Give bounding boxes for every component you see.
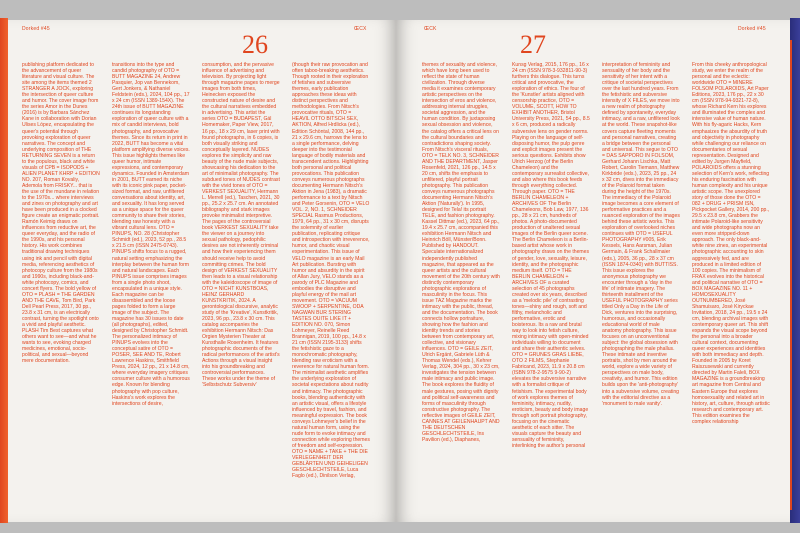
left-running-head: Dorked #45: [22, 26, 50, 32]
right-column-3: interpretation of femininity and sensuality of her body and the sensitivity of her intent with a critique of societal perspectives over the last hundred years. From the fetishistic and subversive intensity of X FILES, we move into a new realm of photography defined by spontaneity, everyday intimacy, and a raw, unfiltered look at the world. These snapshot-like covers capture fleeting moments and personal narratives, creating a bridge between the personal and universal. This segue to OTO = DAS SAPPORO IN FOLSOM, Gerhard Johann Lischka, Matt Robert, Carolin Tiemann, Matthew Kirkbride (eds.), 2023, 25 pp., 24 x 32 cm, dives into the immediacy of the Polaroid format taken during the height of the 1970s. The immediacy of the Polaroid image becomes a core element of performative practices and a nuanced exploration of the images behind these artistic works. This exploration of overlooked niches continues with OTO = USEFUL PHOTOGRAPHY #005, Erik Kessels, Hans Aarsman, Julian Germain, & Frank Schallmaier (eds.), 2005, 36 pp., 28 x 37 cm (ISSN 1874-0340) with BUTTISS. This issue explores the anonymous photography we encounter through a 'day in the life' of intimate imagery. The thirteenth installment of the USEFUL PHOTOGRAPHY series titled Only a Day in the Life of Dick, ventures into the surprising, humorous, and occasionally educational world of male anatomy photography. This issue focuses on an unconventional subject: the global obsession with photographing the male phallus. These intimate and inventive portraits, shot by men around the world, explore a wide variety of perspectives on male body, creativity, and humor. This edition builds upon the 'anti-photography' into a subversive volume, creating with the editorial directive as a 'monument to male vanity'.: [602, 62, 680, 407]
left-running-head-right: ŒCX: [354, 26, 367, 32]
right-running-head-left: ŒCK: [424, 26, 437, 32]
left-column-3: consumption, and the pervasive influence of advertising and television. By projecting light through magazine pages to merge images from both times, Heinecken exposed the constructed nature of desire and the cultural narratives embedded in advertising. This artist the series OTO = BUDAPEST, Gál Homemaker, Paper View, 2017, 16 pp., 18 x 29 cm, laser print with found photographs, in 6 copies, is both visually striking and conceptually layered. NUDES explores the simplicity and raw beauty of the nude male subjects, showcasing his dedication to the art of minimalist photography. The subdued tones of NUDES contrast with the vivid tones of OTO = VERKEST SEXUALITY, Hermann L. Merrell (ed.), Taschen, 2021, 30 pp., 25.2 x 25.7 cm. An annotated bibliography and stark images provoke minimalist interpretive. The pages of the controversial book VERKEST SEXUALITY take the viewer on a journey into sexual pathology, pedophilic desires are not inherently criminal and how their experiencing them should receive help to avoid committing crimes. The bold design of VERKEST SEXUALITY then leads to a visual relationship with the kaleidoscope of image of OTO = NICHT KUNSTBOAS, HEINZ GERHARD KUNSTKRITIK, 2024. A gerontological discursive, analytic study of the 'Kreative', Kunstkritik, 2023, 96 pp., 23.8 x 30 cm. This catalog accompanies the exhibition Hermann Nitsch: Das Orgien Mysterien Theater at Kunsthalle Rosenheim. It features photographic documents of the radical performances of the artist's Actions through a visual insight into his groundbreaking and controversial performances. These works under the theme of 'Selbstschutz Subversiv': [202, 62, 280, 389]
right-running-head: Dorked #45: [738, 26, 766, 32]
left-book-edge: [0, 18, 8, 523]
left-column-2: transitions into the type and candid photography of OTO = BUTT MAGAZINE 24, Andrew Pasquier, Jop van Bennekom, Gert Jonkers, & Nathaniel Feldstein (eds.), 2024, 104 pp., 17 x 24 cm (ISSN 1389-154X). The 24th issue of BUTT MAGAZINE continues its longstanding exploration of queer culture with a mix of candid interviews, bold photography, and provocative themes. Since its return in print in 2022, BUTT has become a vital platform amplifying diverse voices. This issue highlights themes like queer humor, intimate expressions, and contemporary dynamics. Founded in Amsterdam in 2001, BUTT earned its niche with its iconic pink paper, pocket-sized format, and raw, unfiltered conversations about identity, art, and sexuality. It has long served as a unique space for the queer community to share their stories, blending raw honesty with a vibrant cultural lens. OTO = PINUPS, NO. 28 (Christopher Schmidt (ed.), 2023, 52 pp., 28.5 x 21.5 cm (ISSN 2475-0743). PINUPS shifts focus to a rugged, natural setting emphasizing the interplay between the human form and natural landscapes. Each PINUPS issue comprises images from a single photo shoot, encapsulated in a unique style. Each magazine can be disassembled and the loose pages folded to form a large image of the subject. The magazine has 30 issues to date (all photographs), edited, designed by Christopher Schmidt. The personalized intimacy of PINUPS evolves into the conceptual satire of OTO = POSER, SEE AND TE, Robert Lawrence Haskins, Smithfield Press, 2024, 12 pp., 21 x 14.8 cm, where everyday imagery critiques consumer culture with a humorous edge. Known for blending photography with pop culture, Haskins's work explores the intersections of desire,: [112, 62, 190, 407]
right-column-1: themes of sexuality and violence, which have long been used to reflect the state of human civilization. Through diverse media it examines contemporary artistic perspectives on the intersection of eros and violence, addressing internal struggles, societal aggression, and the human condition. By juxtaposing sexual obsession and violence, the catalog offers a critical lens on the cultural boundaries and contradictions shaping society. From Nitsch's visceral rituals, OTO = TELK NO. 3, SCHNEIDER AND THE DEPARTMENT, Jasper Rosenfeld, 2021, 126 pp., 14.5 x 20 cm, shifts the emphasis to unfiltered, playful portrait photography. This publication conveys numerous photographs documenting Hermann Nitsch's Aktion ('Naturally'). In 1995, designed for Tela! its portrait TELE, and fashion photography. Kassel Dittmar (ed.), 2023, 64 pp., 19.4 x 25.7 cm, accompanied this exhibition Hermann Nitsch and Heinrich Böll, Münster/Bonn. Published by HANDOUT. Speculate internationalized independently published magazine, that appeared as the queer artists and the cultural movement of the 20th century with distinctly contemporary photographic explorations of masculinity in the focus. This issue TAZ Magazine marks the intimacy with the public, thread, and the documentation. The book connects hollow portraiture, showing how the fashion and identity trends and stories between from contemporary art, collective, and visionary influences. OTO = GEILE ZEIT, Ulrich Ergänt, Gabriele Lüth & Thomas Wendel (eds.), Kehrer Verlag, 2024, 304 pp., 30 x 23 cm, investigates the tension between male intimacy and public image. The book explores the fluidity of male gestures, posing with dignity and political self-awareness and forms of masculinity through constructive photography. The reflective images of GEILE ZEIT, CANNES AT GEILENHAUPT AND THE DEUTSCHEN GESCHLECHTSTEILE, Ins Pavilion (ed.), Diaphanes,: [422, 62, 500, 443]
left-page: [8, 20, 396, 522]
right-column-4: From this cheeky anthropological study, we enter the realm of the personal and the eclectic: worldwide OTO = MINERE FOLSOM POLAROIDS, Art Paper Editions, 2023, 176 pp., 22 x 30 cm (ISSN 978-94-9321-72-8), whose Richard Kern his explores and illuminated the complex and intensive value of human nature. With his fly-agaric Hacks, Kern emphasizes the absurdity of truth and objectivity in photography while challenging our reliance on documentaries of sexual representation. Designed and edited by Jurgen Mayfield, POLAROIDS offers a stunning selection of Kern's work, reflecting his enduring fascination with human complexity and his unique artistic scope. The unexplored story of those done the OTO = 082 + DRUG + PRISM ISN, Pickpocket Gallery, 2014, 200 pp., 29.5 x 23.8 cm, Grabbers the intimate Polaroid-like sensitivity and wide photographs now an even more stripped-down approach. The only black-and-white nine zines, an experimental photographic accounting to skin aggressively fed, and are produced in a limited edition of 100 copies. The minimalism of FRAX evolves into the historical and political narrative of OTO = BOX MAGAZINE NO. 11 + HOMOSEXUALITY OUTNUMBERED, José Shamuisaro, José Kiryckae Invitation, 2018, 24 pp., 19.5 x 24 cm, blending archival images with contemporary queer art. This shift expands the visual scope beyond the personal into a broader cultural context, documenting queer experiences and identities with both immediacy and depth. Founded in 2005 by Koret Raiszusewski and currently directed by Martin Faleli, BOX MAGAZINE is a groundbreaking art magazine from Central and Eastern Europe that explores homosexuality and related art in history, art, culture, through artistic research and contemporary art. This edition examines the complex relationship: [692, 62, 770, 425]
left-column-4: (though their raw provocation and often taboo-breaking aesthetics. Though rooted in their exploration of fetishes and subversive themes, early publication approaches these ideas with distinct perspectives and methodologies. From Nitsch's provocative rituals, OTO = HEAVIL OTTO BITSCH SEX, AKTION, Alfred Hrdlicka (ed.), Edition Schöntal, 2008, 144 pp., 21 x 29.6 cm, harrows the lens to a single performance, delving deeper into the testimonial language of bodily materials and transcendent actions. Highlighting both personal and political provocations. This publication conveys numerous photographs documenting Hermann Nitsch's Aktion in Jena (1983), a dramatic performance to a text by Nitsch and Peter Gorsenin, OTO = VELO VOL. 2, NO. 1, SCHNEIDER SPECIAL Rasmus Productions, 1979, 64 pp., 31 x 30 cm, disrupts the solemnity of earlier publication, replicating critique and introspection with irreverence, humor, and chaotic visual experimentation. This issue of VELO magazine is an early Mail Art publication. Bursting with humor and absurdity in the spirit of Allan Jury, VELO stands as a parody of PLC Magazine and embodies the disruptive and playful energy of the mail art movement. OTO = VACUUM SWOOP + SERPENTINE, ODA NAGWAN BUR STERING TASTES OUITE LIKE IT + EDITION NO. 070, Simon Lohmeyer, Reinelle Reed Brannigan, 2019, 100 pp., 14.8 x 21 cm (ISSN 2195-3133) shifts the fetishistic gaze to a monochromatic photography, blending raw eroticism with a reverence for natural human form. The minimalist aesthetic amplifies the underlying exploration of societal expectations about nudity and intimacy. The photographic books, blending authenticity with an artistic visual, offers a lifestyle influenced by travel, fashion, and meaningful expression. The book conveys Lohmeyer's belief in the natural human form, using the nude form to evoke intimacy and connection while exploring themes of freedom and self-expression. OTO = NAME + TAKE + THE DIE VERLEGENHEIT DER GEBLÄRTEN UND GEIHELIGEN GESCHLECHTSTEILE, Luca Faglo (ed.), Dinilson Verlag,: [292, 62, 370, 480]
right-page-number: 27: [520, 30, 546, 59]
left-column-1: publishing platform dedicated to the advancement of queer literature and visual culture. The site among the items themed 2 STRANGER A JOCK, exploring the intersection of queer culture and humor. The cover image from the series Amor in the Dunes (2016) is by Barbara Sánchez Kane in collaboration with Dorian Ulises López, encapsulating the queer's potential through provoking exploration of queer narratives. The concept and underlying composition of THE RETURNING SEVEN is a return to the populous, black and white visuals of CPB = ISOPODS + ALIEN PLANET KHRP + EDITION NO. 207, Roman Kovaliy, Ademola from FRISKY... that is the use of the mundane in relation to the 1970s... where interviews and zines on photography and art have been produced in a clocked figure create an enigmatic portrait. Ramón Keimig draws on influences from reductive art, the queer everyday, and the radio of the 1990s, and his personal history. His work combines traditional drawing techniques using ink and pencil with digital media, referencing aesthetics of photocopy culture from the 1980s and 1990s, including black-and-white photocopy, comics, and concert flyers. The bold yellow of OTO = PLASH = THE GARDEN AND THE CAVE, Tom Bird, Park Dell Pearl Press, 2017, 30 pp., 23.8 x 31 cm, is an electrically contrast, turning the spotlight onto a vivid and playful aesthetic. PLASH Tim Best captures what others want to see—and what he wants to see, evoking charged medicines, emotional, socio-political, and sexual—beyond mere documentation.: [22, 62, 100, 365]
left-page-number: 26: [242, 30, 268, 59]
right-page: [396, 20, 790, 522]
right-column-2: Kunsg Verlag, 2015, 176 pp., 16 x 24 cm (ISSN 978-3-932811-90-3) furthers this dialogue. This turns critical and provocative, the exploration of ethics. The four of the 'Kunstler' artists aligned with censorship practice, OTO = VOLUME, SCOTT, HOW TO EXHIBIT ANOTHER, Bristol University Press, 2021, 54 pp., 8.5 x 6 cm, produced a radically subversive lens on gender norms. Playing on the language of self-disposing humor, the pulp genre and explicit images present the serious questions. Exhibits show Ulrich Herzog (of the Berlin Chameleon) and the contemporary surrealist collective, and also where this book feeds through everything collected. Through paper. OTO = THE BERLIN CHAMELEON + ARCHIVES OF The Berlin Chameleons, Bob Law, 1977, 136 pp., 28 x 21 cm, hundreds of photos. A photo-documented production of unaltered sexual images of the Berlin queer scene. The Berlin Chameleon is a Berlin-based artist whose work in photography draws on the themes of gender, love, sexuality, leisure, identity, and the photographic medium itself. OTO = THE BERLIN CHAMELEON + ARCHIVES OF a curated selection of 45 photographs created over six years, described as a 'melodic pile' of contrasting tones—shiny and rough, soft and filthy, melancholic and performative, erotic and boisterous. Its a raw and brutal way to look into fetish culture, mixing intimacy with open-minded individuals willing to document and share their authentic selves. OTO = GRUNES GRAS LIEBE, OTO 2 FILMS, Stephanie Fabricand, 2023, 11.9 x 20.8 cm (ISBN 978-2-9575 9-90-2) elevates the subversive narrative with a formalist critique of fetishism. The experimental body of work explores themes of femininity, intimacy, nudity, eroticism, beauty and body image through soft portrait photography, focusing on the cinematic aesthetic of each sitter. The visuals capture the beauty and sensuality of femininity, interlinking the author's personal: [512, 62, 590, 449]
